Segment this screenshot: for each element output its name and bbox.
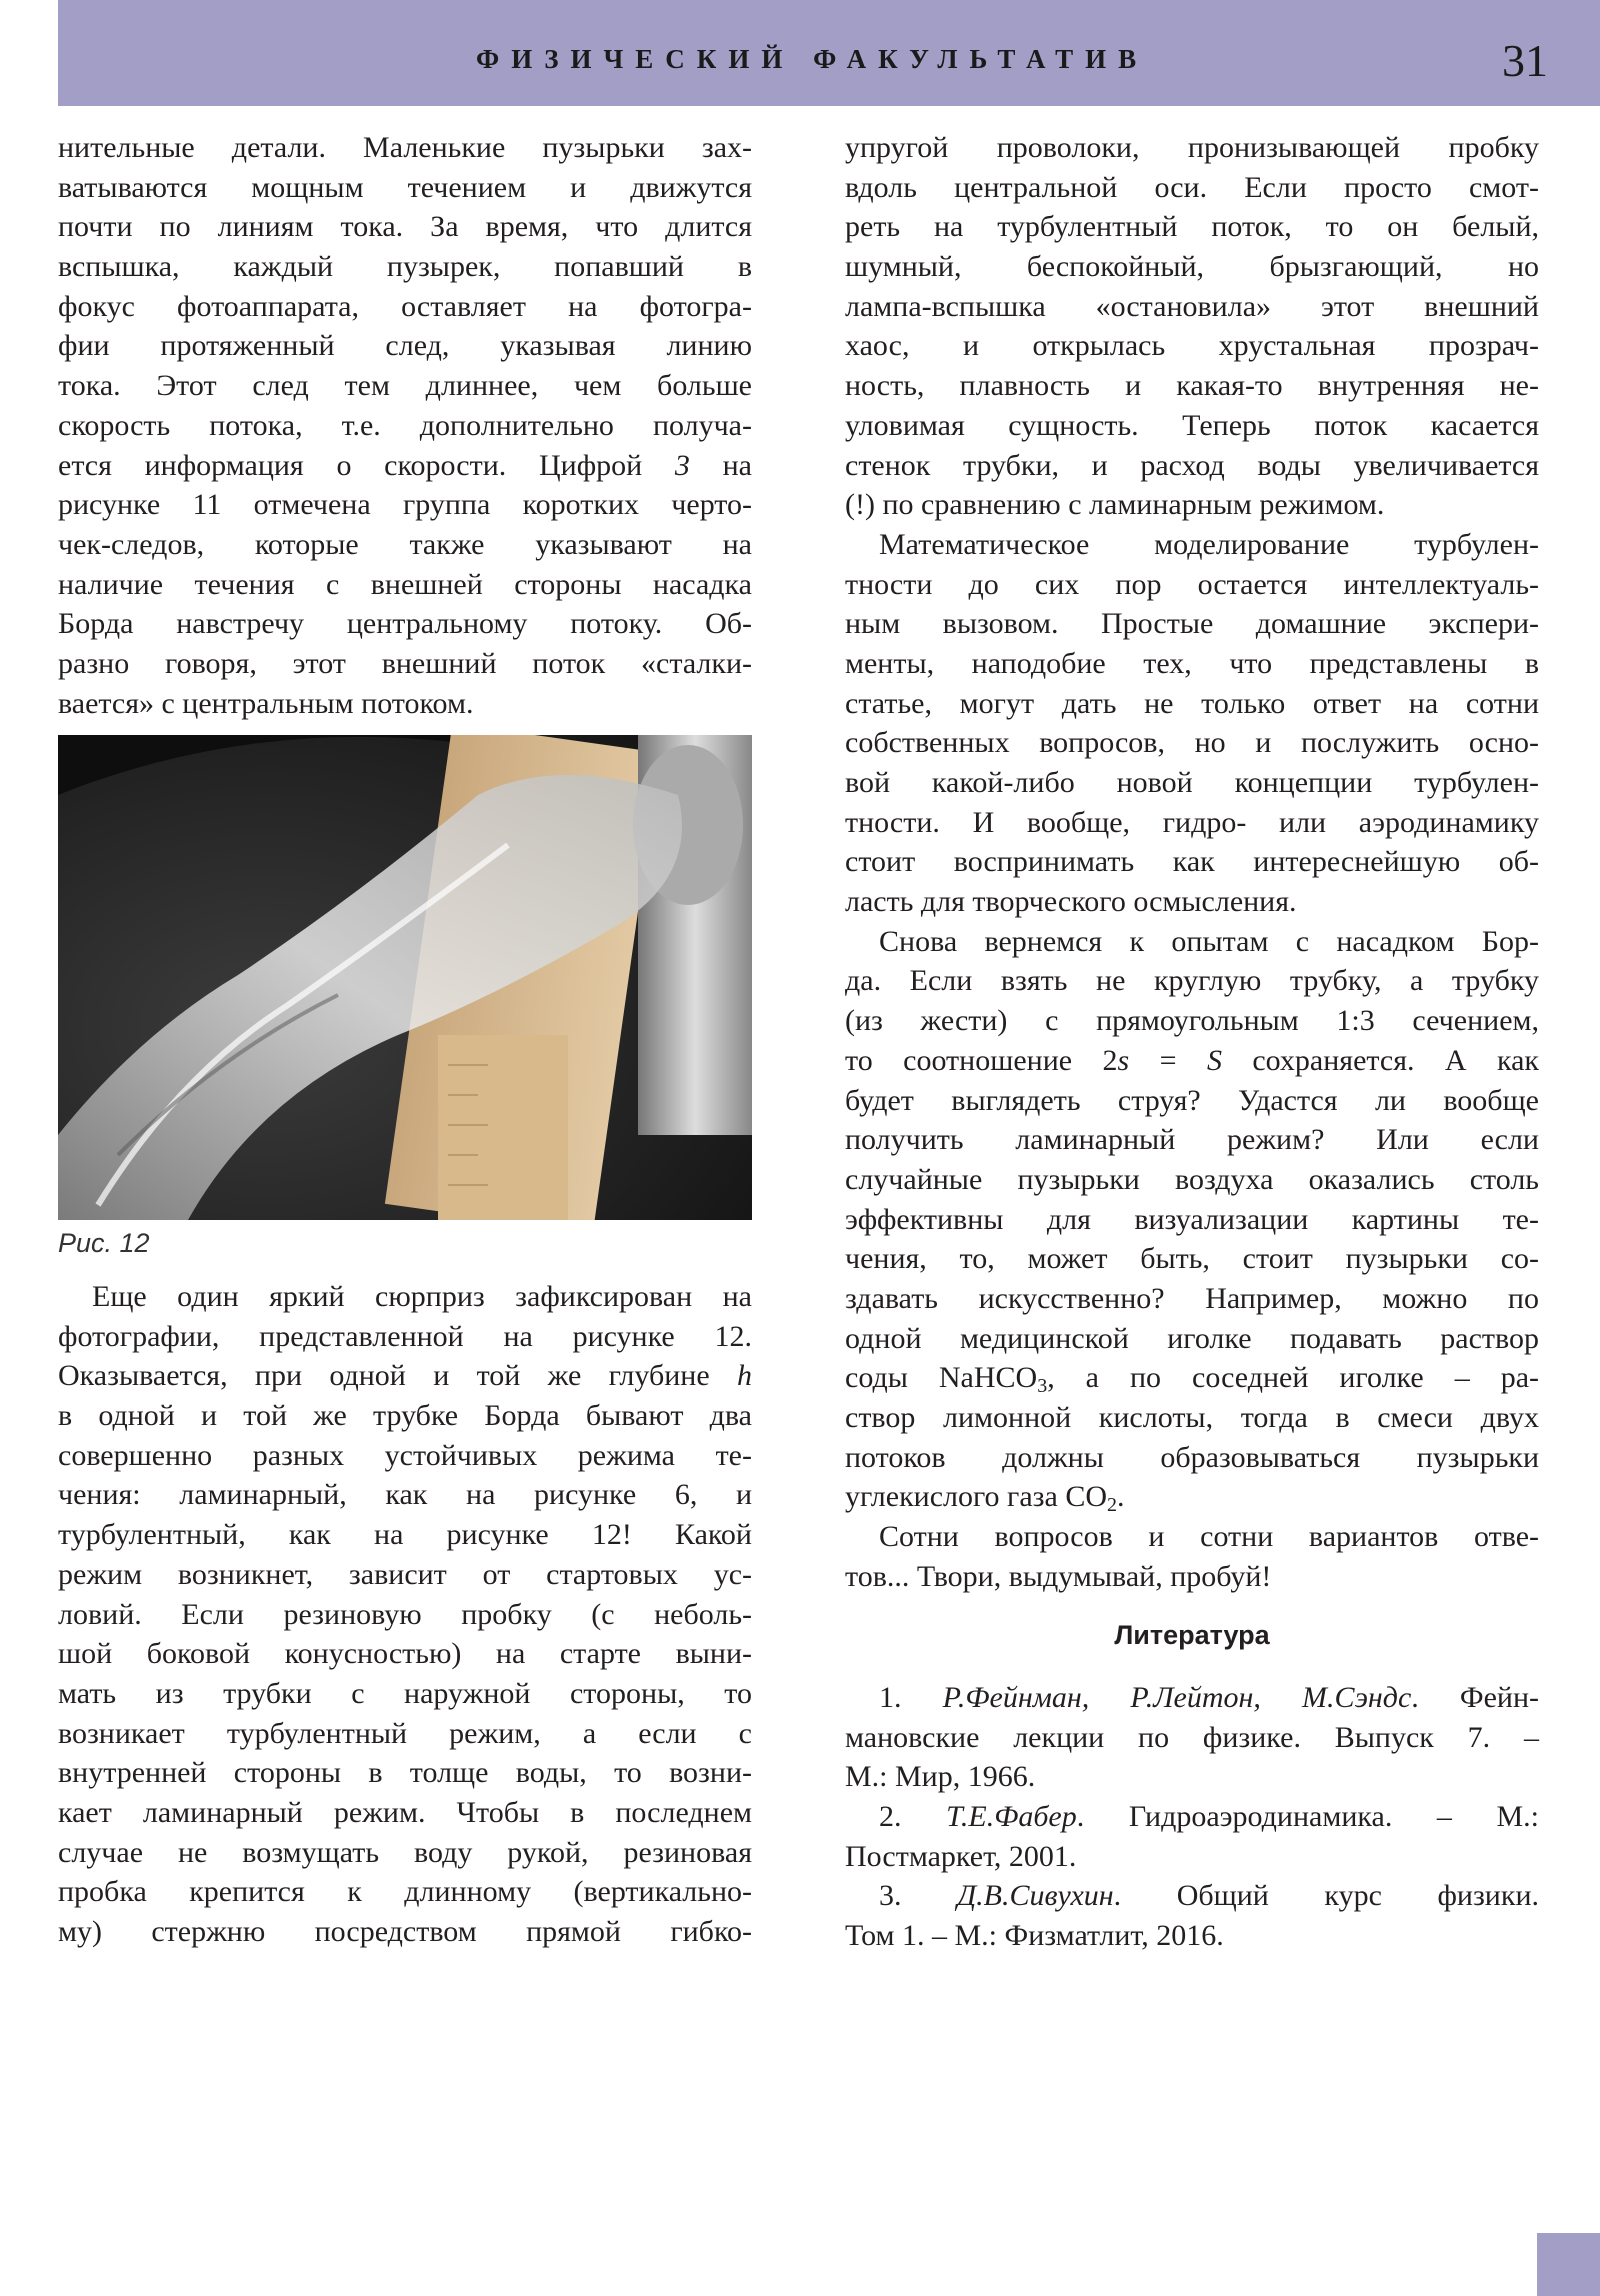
text-line xyxy=(845,1876,1539,1916)
text-segment: случае не возмущать воду рукой, резиновая xyxy=(58,1835,752,1869)
text-line xyxy=(845,326,1539,366)
text-line xyxy=(58,1277,752,1317)
italic-text: Р.Фейнман, Р.Лейтон, М.Сэндс xyxy=(942,1681,1412,1714)
running-header xyxy=(58,0,1600,106)
figure-12-photo xyxy=(58,735,752,1220)
text-line xyxy=(58,366,752,406)
text-segment: 3. xyxy=(879,1879,958,1913)
text-segment: 2. xyxy=(879,1800,947,1834)
text-line xyxy=(58,1753,752,1793)
page-number: 31 xyxy=(1502,35,1548,86)
text-segment: возникает турбулентный режим, а если с xyxy=(58,1716,752,1750)
text-line xyxy=(845,366,1539,406)
figure-caption: Рис. 12 xyxy=(58,1228,150,1258)
text-line xyxy=(845,485,1539,525)
text-segment: фотографии, представленной на рисунке 12. xyxy=(58,1319,752,1353)
text-line xyxy=(58,1436,752,1476)
text-segment: пробка крепится к длинному (вертикально- xyxy=(58,1875,752,1909)
text-line xyxy=(845,247,1539,287)
italic-text: 3 xyxy=(674,448,690,482)
text-segment: будет выглядеть струя? Удастся ли вообще xyxy=(845,1083,1539,1117)
text-segment: то соотношение 2 xyxy=(845,1043,1118,1077)
text-segment: (из жести) с прямоугольным 1:3 сечением, xyxy=(845,1004,1539,1038)
text-line xyxy=(845,1678,1539,1718)
text-line xyxy=(58,604,752,644)
text-line xyxy=(845,763,1539,803)
text-segment: тности до сих пор остается интеллектуаль- xyxy=(845,567,1539,601)
text-line xyxy=(845,1517,1539,1557)
references-list xyxy=(845,1678,1539,1956)
text-line xyxy=(58,565,752,605)
text-line xyxy=(58,1595,752,1635)
italic-text: s xyxy=(1117,1043,1130,1077)
text-segment: . Фейн- xyxy=(1411,1681,1540,1714)
text-segment: в одной и той же трубке Борда бывают два xyxy=(58,1399,752,1433)
text-line xyxy=(58,1714,752,1754)
italic-text: h xyxy=(737,1359,752,1393)
text-segment: стенок трубки, и расход воды увеличивается xyxy=(845,448,1539,482)
text-segment: совершенно разных устойчивых режима те- xyxy=(58,1438,752,1472)
text-line xyxy=(58,1833,752,1873)
page-corner-tab xyxy=(1537,2233,1600,2296)
text-segment: чения, то, может быть, стоит пузырьки со- xyxy=(845,1242,1539,1276)
text-line xyxy=(845,922,1539,962)
text-line xyxy=(845,1120,1539,1160)
text-line xyxy=(58,207,752,247)
text-segment: скорость потока, т.е. дополнительно получа- xyxy=(58,408,752,442)
text-line xyxy=(845,525,1539,565)
text-segment: рисунке 11 отмечена группа коротких черто- xyxy=(58,488,752,522)
text-segment: створ лимонной кислоты, тогда в смеси двух xyxy=(845,1401,1539,1434)
text-line xyxy=(58,1396,752,1436)
text-segment: . xyxy=(1117,1480,1125,1514)
text-segment: стоит воспринимать как интереснейшую об- xyxy=(845,845,1539,879)
text-segment: мановские лекции по физике. Выпуск 7. – xyxy=(845,1720,1539,1754)
text-line xyxy=(845,168,1539,208)
text-segment: разно говоря, этот внешний поток «сталки- xyxy=(58,646,752,680)
turbulent-jet-photo-illustration xyxy=(58,735,752,1220)
text-segment: Математическое моделирование турбулен- xyxy=(879,527,1539,561)
text-segment: вается» с центральным потоком. xyxy=(58,686,474,720)
text-line xyxy=(845,1358,1539,1398)
text-line xyxy=(845,1041,1539,1081)
text-line xyxy=(845,1718,1539,1758)
text-segment: чек-следов, которые также указывают на xyxy=(58,527,752,561)
text-segment: потоков должны образовываться пузырьки xyxy=(845,1440,1539,1474)
text-segment: случайные пузырьки воздуха оказались столь xyxy=(845,1162,1539,1196)
text-segment: , а по соседней иголке – ра- xyxy=(1047,1361,1539,1395)
italic-text: Д.В.Сивухин xyxy=(957,1879,1114,1913)
text-line xyxy=(58,1555,752,1595)
text-segment: менты, наподобие тех, что представлены в xyxy=(845,646,1539,680)
text-line xyxy=(58,1475,752,1515)
section-title: ФИЗИЧЕСКИЙ ФАКУЛЬТАТИВ xyxy=(476,44,1149,74)
text-segment: Снова вернемся к опытам с насадком Бор- xyxy=(879,924,1539,958)
text-line xyxy=(845,644,1539,684)
text-line xyxy=(845,1160,1539,1200)
text-segment: хаос, и открылась хрустальная прозрач- xyxy=(845,329,1539,363)
text-line xyxy=(58,1634,752,1674)
text-segment: фии протяженный след, указывая линию xyxy=(58,329,752,363)
text-segment: турбулентный, как на рисунке 12! Какой xyxy=(58,1518,752,1552)
text-line xyxy=(845,961,1539,1001)
text-line xyxy=(58,525,752,565)
text-line xyxy=(845,1916,1539,1956)
text-line xyxy=(845,1200,1539,1240)
text-segment: внутренней стороны в толще воды, то возни- xyxy=(58,1756,752,1790)
text-segment: шумный, беспокойный, брызгающий, но xyxy=(845,250,1539,284)
text-line xyxy=(845,1438,1539,1478)
text-segment: ется информация о скорости. Цифрой xyxy=(58,448,675,482)
text-segment: мать из трубки с наружной стороны, то xyxy=(58,1676,752,1710)
text-segment: сохраняется. А как xyxy=(1221,1043,1540,1077)
text-line xyxy=(58,168,752,208)
text-line xyxy=(58,1674,752,1714)
text-segment: режим возникнет, зависит от стартовых ус- xyxy=(58,1557,752,1591)
text-segment: Сотни вопросов и сотни вариантов отве- xyxy=(879,1520,1539,1554)
italic-text: S xyxy=(1206,1043,1222,1077)
text-segment: эффективны для визуализации картины те- xyxy=(845,1202,1539,1236)
text-line xyxy=(58,247,752,287)
text-segment: получить ламинарный режим? Или если xyxy=(845,1123,1539,1157)
text-segment: на xyxy=(689,448,752,482)
text-line xyxy=(845,723,1539,763)
subscript: 3 xyxy=(1037,1375,1048,1398)
text-line xyxy=(845,1398,1539,1438)
text-line xyxy=(845,1757,1539,1797)
text-segment: тности. И вообще, гидро- или аэродинамику xyxy=(845,805,1539,839)
text-segment: ловий. Если резиновую пробку (с неболь- xyxy=(58,1597,752,1631)
references-heading: Литература xyxy=(1114,1620,1270,1650)
left-column-top-text xyxy=(58,128,752,723)
text-segment: нительные детали. Маленькие пузырьки зах- xyxy=(58,131,752,164)
text-segment: Борда навстречу центральному потоку. Об- xyxy=(58,607,752,641)
italic-text: Т.Е.Фабер xyxy=(946,1800,1077,1834)
text-line xyxy=(845,1001,1539,1041)
text-line xyxy=(845,803,1539,843)
text-segment: тов... Твори, выдумывай, пробуй! xyxy=(845,1559,1272,1593)
text-segment: углекислого газа CO xyxy=(845,1480,1108,1514)
text-line xyxy=(845,1279,1539,1319)
text-segment: шой боковой конусностью) на старте выни- xyxy=(58,1637,752,1671)
text-segment: чения: ламинарный, как на рисунке 6, и xyxy=(58,1478,752,1512)
text-line xyxy=(845,842,1539,882)
text-segment: вдоль центральной оси. Если просто смот- xyxy=(845,170,1539,204)
text-line xyxy=(58,684,752,724)
text-segment: здавать искусственно? Например, можно по xyxy=(845,1281,1539,1315)
text-segment: фокус фотоаппарата, оставляет на фотогра- xyxy=(58,289,752,323)
text-line xyxy=(58,1317,752,1357)
text-segment: упругой проволоки, пронизывающей пробку xyxy=(845,131,1539,164)
text-segment: ность, плавность и какая-то внутренняя не- xyxy=(845,369,1539,403)
text-line xyxy=(845,882,1539,922)
text-segment: Постмаркет, 2001. xyxy=(845,1839,1077,1873)
text-line xyxy=(58,326,752,366)
right-column-text xyxy=(845,128,1539,1596)
text-segment: да. Если взять не круглую трубку, а трубку xyxy=(845,964,1539,998)
text-line xyxy=(58,446,752,486)
text-segment: . Общий курс физики. xyxy=(1113,1879,1539,1913)
text-segment: одной медицинской иголке подавать раствор xyxy=(845,1321,1539,1355)
text-line xyxy=(845,684,1539,724)
text-line xyxy=(845,1081,1539,1121)
text-line xyxy=(845,1239,1539,1279)
text-line xyxy=(845,128,1539,168)
text-segment: Еще один яркий сюрприз зафиксирован на xyxy=(92,1280,752,1313)
text-segment: Оказывается, при одной и той же глубине xyxy=(58,1359,737,1393)
text-line xyxy=(58,128,752,168)
text-segment: ватываются мощным течением и движутся xyxy=(58,170,752,204)
text-segment: му) стержню посредством прямой гибко- xyxy=(58,1915,752,1948)
text-line xyxy=(845,406,1539,446)
text-line xyxy=(845,446,1539,486)
text-segment: М.: Мир, 1966. xyxy=(845,1760,1036,1794)
subscript: 2 xyxy=(1107,1494,1118,1517)
text-line xyxy=(845,1319,1539,1359)
text-segment: уловимая сущность. Теперь поток касается xyxy=(845,408,1539,442)
text-segment: соды NaHCO xyxy=(845,1361,1038,1395)
text-segment: лампа-вспышка «остановила» этот внешний xyxy=(845,289,1539,323)
text-segment: вой какой-либо новой концепции турбулен- xyxy=(845,766,1539,799)
text-line xyxy=(845,287,1539,327)
text-line xyxy=(845,604,1539,644)
text-line xyxy=(845,1557,1539,1597)
text-segment: Том 1. – М.: Физматлит, 2016. xyxy=(845,1919,1224,1953)
text-line xyxy=(58,485,752,525)
text-segment: . Гидроаэродинамика. – М.: xyxy=(1076,1800,1539,1834)
text-segment: тока. Этот след тем длиннее, чем больше xyxy=(58,369,752,403)
text-segment: 1. xyxy=(879,1681,943,1714)
text-line xyxy=(58,644,752,684)
text-line xyxy=(58,1356,752,1396)
text-line xyxy=(845,207,1539,247)
text-line xyxy=(845,565,1539,605)
text-segment: ным вызовом. Простые домашние экспери- xyxy=(845,607,1539,641)
text-segment: = xyxy=(1129,1043,1207,1077)
text-segment: собственных вопросов, но и послужить осно- xyxy=(845,726,1539,760)
text-line xyxy=(58,1793,752,1833)
text-segment: вспышка, каждый пузырек, попавший в xyxy=(58,250,752,284)
text-line xyxy=(58,1872,752,1912)
text-line xyxy=(58,1515,752,1555)
text-line xyxy=(58,287,752,327)
left-column-bottom-text xyxy=(58,1277,752,1952)
text-segment: реть на турбулентный поток, то он белый, xyxy=(845,210,1539,244)
text-line xyxy=(845,1797,1539,1837)
text-line xyxy=(58,1912,752,1952)
text-segment: ласть для творческого осмысления. xyxy=(845,885,1297,919)
text-line xyxy=(845,1837,1539,1877)
text-segment: кает ламинарный режим. Чтобы в последнем xyxy=(58,1795,752,1829)
text-line xyxy=(845,1477,1539,1517)
text-segment: почти по линиям тока. За время, что длится xyxy=(58,210,752,244)
text-segment: (!) по сравнению с ламинарным режимом. xyxy=(845,488,1385,522)
text-segment: наличие течения с внешней стороны насадка xyxy=(58,567,752,601)
text-segment: статье, могут дать не только ответ на сотни xyxy=(845,686,1539,720)
text-line xyxy=(58,406,752,446)
